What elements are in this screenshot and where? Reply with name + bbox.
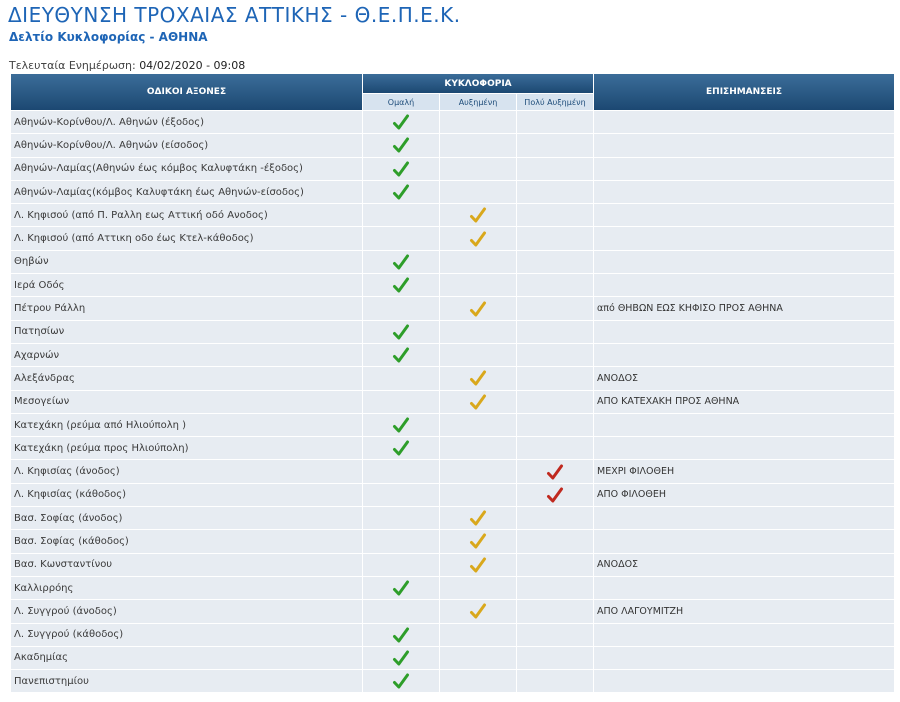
table-row	[11, 297, 894, 319]
table-row	[11, 274, 894, 296]
road-name: Λ. Κηφισού (από Π. Ραλλη εως Αττική οδό Ανοδος)	[11, 204, 362, 226]
level-cell-very-increased	[517, 554, 593, 576]
level-cell-normal	[363, 204, 439, 226]
level-cell-increased	[440, 227, 516, 249]
road-note: ΜΕΧΡΙ ΦΙΛΟΘΕΗ	[594, 460, 894, 482]
road-note	[594, 507, 894, 529]
check-icon	[392, 626, 410, 644]
check-icon	[392, 276, 410, 294]
check-icon	[392, 160, 410, 178]
road-note	[594, 204, 894, 226]
level-cell-normal	[363, 367, 439, 389]
road-name: Λ. Κηφισίας (άνοδος)	[11, 460, 362, 482]
page-subtitle: Δελτίο Κυκλοφορίας - ΑΘΗΝΑ	[9, 30, 208, 44]
road-name: Αθηνών-Κορίνθου/Λ. Αθηνών (έξοδος)	[11, 111, 362, 133]
road-note	[594, 111, 894, 133]
level-cell-increased	[440, 437, 516, 459]
level-cell-normal	[363, 251, 439, 273]
road-name: Αθηνών-Λαμίας(Αθηνών έως κόμβος Καλυφτάκη -έξοδος)	[11, 158, 362, 180]
road-note	[594, 647, 894, 669]
level-cell-normal	[363, 484, 439, 506]
road-note	[594, 158, 894, 180]
level-cell-increased	[440, 554, 516, 576]
road-name: Ακαδημίας	[11, 647, 362, 669]
road-name: Πέτρου Ράλλη	[11, 297, 362, 319]
level-cell-normal	[363, 111, 439, 133]
road-note	[594, 344, 894, 366]
level-cell-normal	[363, 437, 439, 459]
table-row	[11, 460, 894, 482]
level-cell-very-increased	[517, 134, 593, 156]
level-cell-normal	[363, 227, 439, 249]
level-cell-normal	[363, 274, 439, 296]
level-cell-very-increased	[517, 624, 593, 646]
check-icon	[392, 416, 410, 434]
level-cell-normal	[363, 647, 439, 669]
road-name: Κατεχάκη (ρεύμα προς Ηλιούπολη)	[11, 437, 362, 459]
check-icon	[469, 509, 487, 527]
road-note	[594, 577, 894, 599]
table-row	[11, 414, 894, 436]
level-cell-very-increased	[517, 274, 593, 296]
road-note	[594, 274, 894, 296]
check-icon	[392, 649, 410, 667]
level-cell-increased	[440, 204, 516, 226]
level-cell-increased	[440, 274, 516, 296]
level-cell-increased	[440, 391, 516, 413]
level-cell-normal	[363, 391, 439, 413]
table-row	[11, 530, 894, 552]
check-icon	[392, 323, 410, 341]
road-name: Λ. Συγγρού (κάθοδος)	[11, 624, 362, 646]
road-note	[594, 414, 894, 436]
table-row	[11, 204, 894, 226]
level-cell-very-increased	[517, 414, 593, 436]
road-name: Λ. Κηφισίας (κάθοδος)	[11, 484, 362, 506]
road-note	[594, 134, 894, 156]
road-name: Μεσογείων	[11, 391, 362, 413]
road-name: Βασ. Κωνσταντίνου	[11, 554, 362, 576]
traffic-rows	[11, 111, 894, 692]
level-cell-increased	[440, 670, 516, 692]
level-cell-increased	[440, 251, 516, 273]
level-cell-very-increased	[517, 321, 593, 343]
road-note	[594, 670, 894, 692]
check-icon	[392, 346, 410, 364]
road-note: ΑΠΟ ΦΙΛΟΘΕΗ	[594, 484, 894, 506]
table-row	[11, 647, 894, 669]
check-icon	[392, 672, 410, 690]
table-row	[11, 437, 894, 459]
table-row	[11, 554, 894, 576]
level-cell-normal	[363, 624, 439, 646]
level-cell-very-increased	[517, 158, 593, 180]
road-note: ΑΠΟ ΚΑΤΕΧΑΚΗ ΠΡΟΣ ΑΘΗΝΑ	[594, 391, 894, 413]
level-cell-very-increased	[517, 251, 593, 273]
level-cell-very-increased	[517, 181, 593, 203]
check-icon	[469, 369, 487, 387]
check-icon	[469, 300, 487, 318]
table-row	[11, 181, 894, 203]
road-note	[594, 181, 894, 203]
level-cell-increased	[440, 158, 516, 180]
road-note	[594, 437, 894, 459]
last-update-label: Τελευταία Ενημέρωση:	[9, 59, 136, 72]
level-cell-normal	[363, 158, 439, 180]
level-cell-normal	[363, 414, 439, 436]
road-name: Λ. Συγγρού (άνοδος)	[11, 600, 362, 622]
road-name: Αλεξάνδρας	[11, 367, 362, 389]
road-note: ΑΠΟ ΛΑΓΟΥΜΙΤΖΗ	[594, 600, 894, 622]
check-icon	[546, 486, 564, 504]
check-icon	[392, 183, 410, 201]
check-icon	[469, 206, 487, 224]
level-cell-very-increased	[517, 204, 593, 226]
table-row	[11, 670, 894, 692]
level-cell-very-increased	[517, 647, 593, 669]
level-cell-increased	[440, 600, 516, 622]
table-row	[11, 251, 894, 273]
level-cell-very-increased	[517, 507, 593, 529]
check-icon	[392, 113, 410, 131]
level-cell-very-increased	[517, 111, 593, 133]
level-cell-increased	[440, 181, 516, 203]
road-name: Αθηνών-Λαμίας(κόμβος Καλυφτάκη έως Αθηνών-είσοδος)	[11, 181, 362, 203]
level-cell-increased	[440, 367, 516, 389]
table-row	[11, 624, 894, 646]
level-cell-very-increased	[517, 577, 593, 599]
table-row	[11, 391, 894, 413]
table-row	[11, 600, 894, 622]
check-icon	[546, 463, 564, 481]
check-icon	[392, 579, 410, 597]
table-row	[11, 367, 894, 389]
level-cell-increased	[440, 484, 516, 506]
header-notes: ΕΠΙΣΗΜΑΝΣΕΙΣ	[594, 74, 894, 110]
level-cell-very-increased	[517, 227, 593, 249]
level-cell-normal	[363, 344, 439, 366]
check-icon	[469, 556, 487, 574]
level-cell-very-increased	[517, 297, 593, 319]
table-row	[11, 111, 894, 133]
check-icon	[392, 136, 410, 154]
road-name: Βασ. Σοφίας (άνοδος)	[11, 507, 362, 529]
road-name: Πανεπιστημίου	[11, 670, 362, 692]
road-name: Πατησίων	[11, 321, 362, 343]
last-update	[9, 59, 245, 72]
level-cell-increased	[440, 460, 516, 482]
road-name: Αχαρνών	[11, 344, 362, 366]
level-cell-increased	[440, 344, 516, 366]
level-cell-normal	[363, 670, 439, 692]
page-title: ΔΙΕΥΘΥΝΣΗ ΤΡΟΧΑΙΑΣ ΑΤΤΙΚΗΣ - Θ.Ε.Π.Ε.Κ.	[8, 3, 461, 27]
level-cell-increased	[440, 507, 516, 529]
road-note	[594, 227, 894, 249]
level-cell-increased	[440, 624, 516, 646]
road-name: Αθηνών-Κορίνθου/Λ. Αθηνών (είσοδος)	[11, 134, 362, 156]
header-level-normal: Ομαλή	[363, 94, 439, 110]
table-row	[11, 158, 894, 180]
level-cell-normal	[363, 460, 439, 482]
road-note	[594, 624, 894, 646]
check-icon	[392, 439, 410, 457]
level-cell-normal	[363, 577, 439, 599]
road-note: από ΘΗΒΩΝ ΕΩΣ ΚΗΦΙΣΟ ΠΡΟΣ ΑΘΗΝΑ	[594, 297, 894, 319]
level-cell-normal	[363, 321, 439, 343]
road-name: Λ. Κηφισού (από Αττικη οδο έως Κτελ-κάθοδος)	[11, 227, 362, 249]
level-cell-increased	[440, 134, 516, 156]
check-icon	[469, 230, 487, 248]
table-row	[11, 484, 894, 506]
table-row	[11, 344, 894, 366]
table-row	[11, 134, 894, 156]
level-cell-normal	[363, 134, 439, 156]
level-cell-normal	[363, 600, 439, 622]
level-cell-increased	[440, 530, 516, 552]
level-cell-normal	[363, 297, 439, 319]
road-note	[594, 321, 894, 343]
check-icon	[469, 602, 487, 620]
table-row	[11, 321, 894, 343]
level-cell-very-increased	[517, 600, 593, 622]
level-cell-increased	[440, 647, 516, 669]
check-icon	[469, 393, 487, 411]
header-level-very-increased: Πολύ Αυξημένη	[517, 94, 593, 110]
level-cell-very-increased	[517, 460, 593, 482]
road-note: ΑΝΟΔΟΣ	[594, 367, 894, 389]
check-icon	[469, 532, 487, 550]
level-cell-normal	[363, 530, 439, 552]
road-name: Θηβών	[11, 251, 362, 273]
level-cell-very-increased	[517, 391, 593, 413]
road-name: Κατεχάκη (ρεύμα από Ηλιούπολη )	[11, 414, 362, 436]
check-icon	[392, 253, 410, 271]
road-name: Βασ. Σοφίας (κάθοδος)	[11, 530, 362, 552]
header-level-increased: Αυξημένη	[440, 94, 516, 110]
level-cell-increased	[440, 321, 516, 343]
level-cell-very-increased	[517, 437, 593, 459]
road-name: Καλλιρρόης	[11, 577, 362, 599]
level-cell-very-increased	[517, 367, 593, 389]
level-cell-very-increased	[517, 670, 593, 692]
level-cell-very-increased	[517, 530, 593, 552]
header-traffic: ΚΥΚΛΟΦΟΡΙΑ	[363, 74, 593, 93]
road-note	[594, 530, 894, 552]
level-cell-very-increased	[517, 344, 593, 366]
level-cell-increased	[440, 111, 516, 133]
road-note: ΑΝΟΔΟΣ	[594, 554, 894, 576]
level-cell-increased	[440, 577, 516, 599]
table-row	[11, 507, 894, 529]
level-cell-normal	[363, 554, 439, 576]
table-row	[11, 577, 894, 599]
road-name: Ιερά Οδός	[11, 274, 362, 296]
level-cell-increased	[440, 414, 516, 436]
level-cell-increased	[440, 297, 516, 319]
last-update-value: 04/02/2020 - 09:08	[139, 59, 246, 72]
level-cell-normal	[363, 507, 439, 529]
traffic-table	[10, 73, 895, 693]
table-row	[11, 227, 894, 249]
level-cell-very-increased	[517, 484, 593, 506]
road-note	[594, 251, 894, 273]
level-cell-normal	[363, 181, 439, 203]
header-roads: ΟΔΙΚΟΙ ΑΞΟΝΕΣ	[11, 74, 362, 110]
